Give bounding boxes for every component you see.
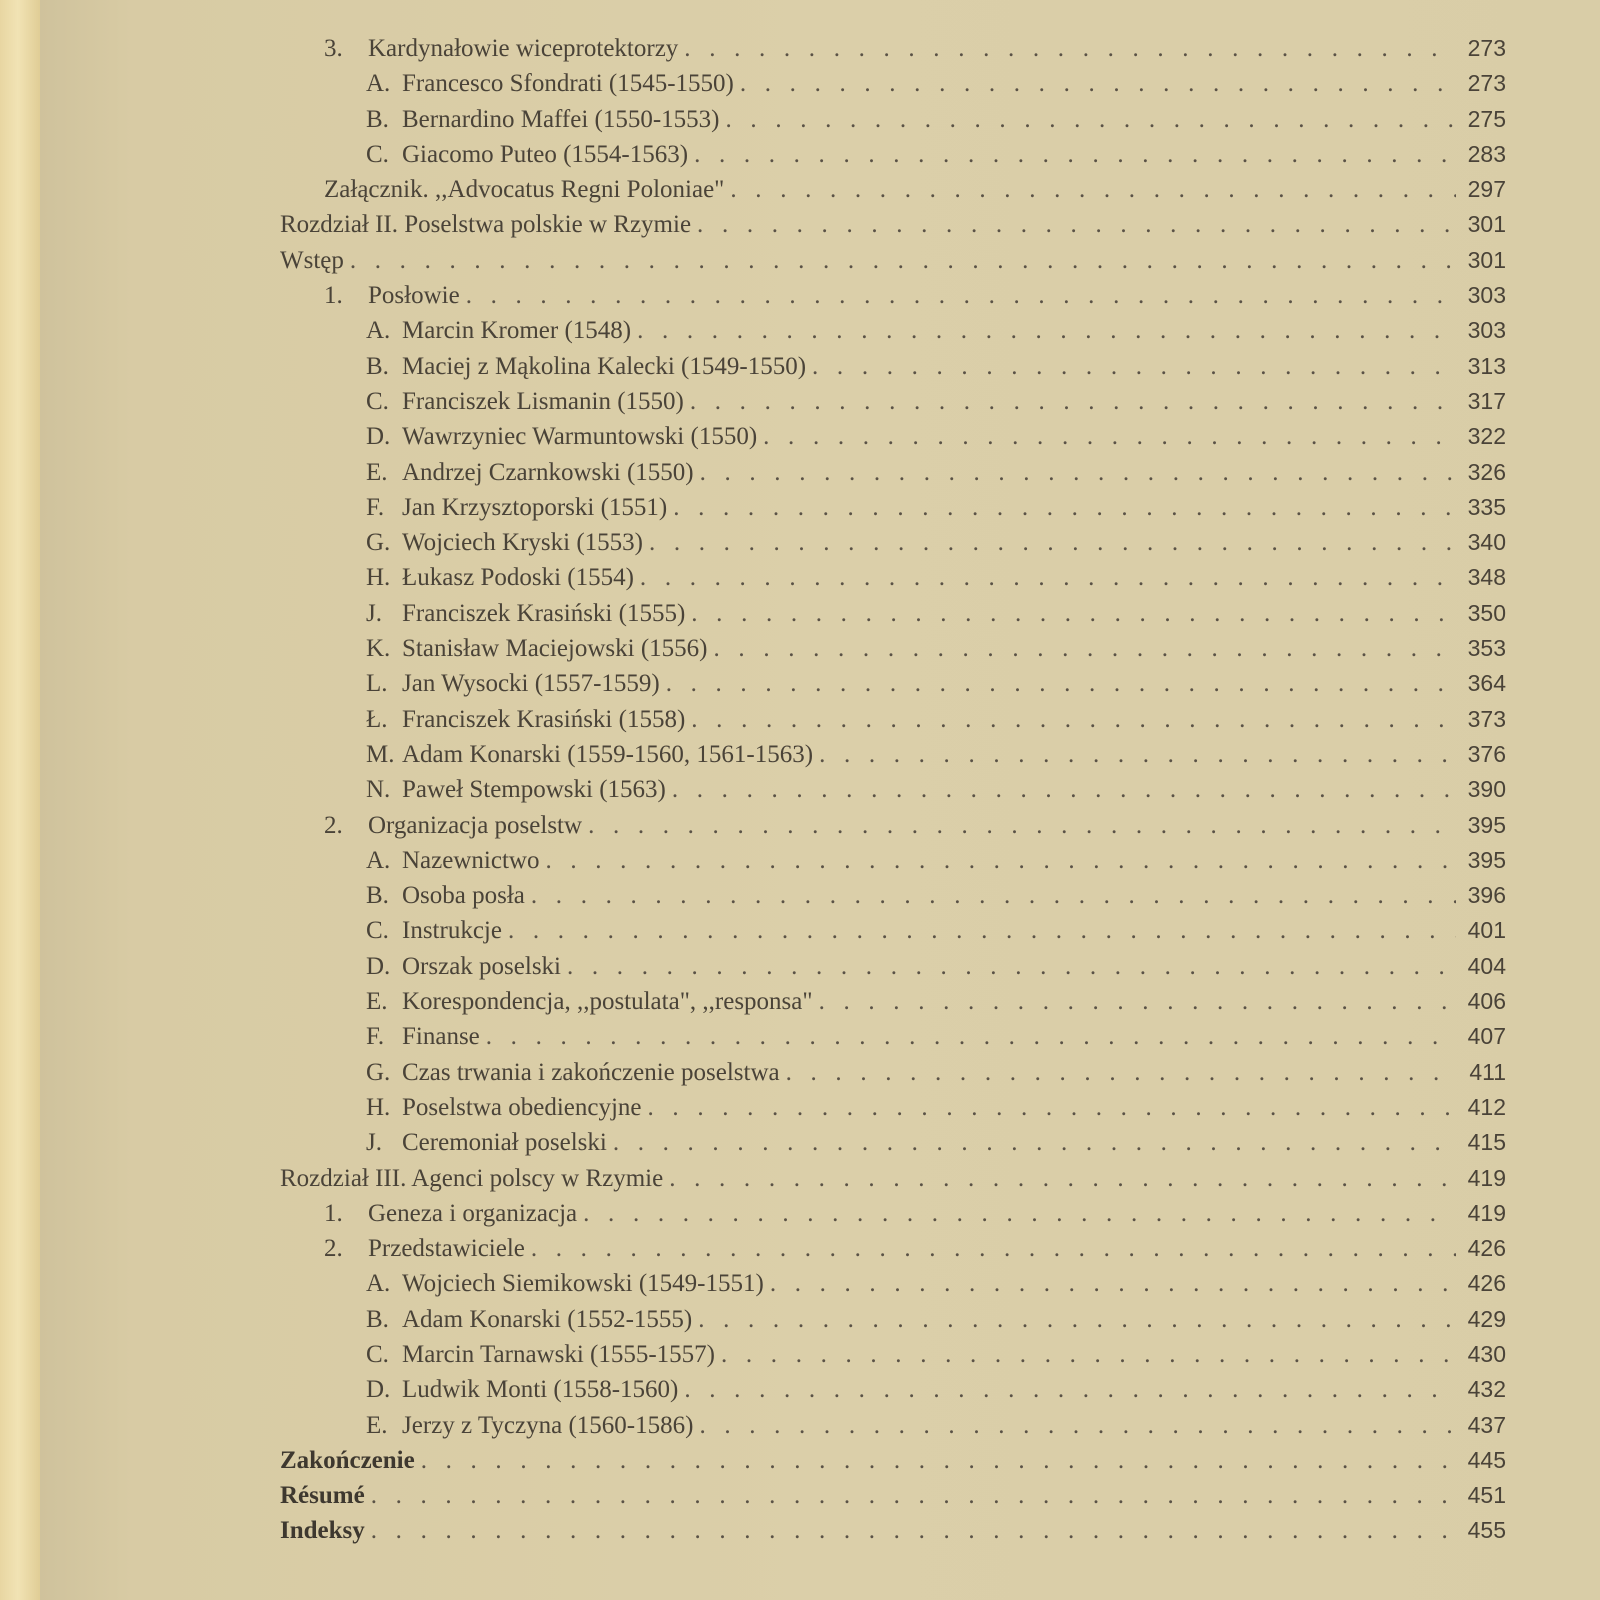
toc-entry-page-number: 273 bbox=[1467, 35, 1506, 61]
toc-entry-marker: A. bbox=[366, 70, 391, 98]
toc-entry-text bbox=[280, 207, 691, 242]
toc-entry-page-number: 303 bbox=[1467, 317, 1506, 344]
book-page bbox=[40, 0, 1600, 1600]
toc-entry-marker: C. bbox=[366, 387, 389, 415]
toc-entry-title: Posłowie bbox=[368, 282, 460, 310]
dot-leader bbox=[714, 631, 1456, 666]
toc-entry bbox=[40, 1019, 1600, 1054]
toc-entry-title: Marcin Tarnawski (1555-1557) bbox=[402, 1340, 715, 1368]
toc-entry bbox=[40, 843, 1600, 878]
toc-entry-page-number: 455 bbox=[1467, 1517, 1506, 1544]
toc-entry-page-number: 396 bbox=[1467, 882, 1506, 909]
toc-entry-text bbox=[366, 419, 757, 454]
dot-leader bbox=[637, 313, 1456, 348]
dot-leader bbox=[786, 1055, 1456, 1090]
toc-entry-title: Andrzej Czarnkowski (1550) bbox=[402, 458, 694, 486]
toc-entry bbox=[40, 349, 1600, 384]
toc-entry-page-number: 426 bbox=[1467, 1270, 1506, 1297]
toc-entry bbox=[40, 1266, 1600, 1301]
toc-entry bbox=[40, 808, 1600, 843]
dot-leader bbox=[350, 243, 1456, 278]
toc-entry-text bbox=[280, 1161, 663, 1196]
toc-entry-text bbox=[366, 1372, 678, 1407]
toc-entry bbox=[40, 137, 1600, 172]
toc-entry-marker: G. bbox=[366, 529, 391, 557]
toc-entry-page-number: 301 bbox=[1467, 246, 1506, 273]
toc-entry-title: Giacomo Puteo (1554-1563) bbox=[402, 140, 689, 168]
dot-leader bbox=[690, 384, 1456, 419]
toc-entry-title: Maciej z Mąkolina Kalecki (1549-1550) bbox=[402, 352, 807, 380]
dot-leader bbox=[666, 666, 1456, 701]
toc-entry-text bbox=[366, 1302, 692, 1337]
toc-entry-title: Bernardino Maffei (1550-1553) bbox=[402, 105, 720, 133]
toc-entry-page-number: 395 bbox=[1467, 846, 1506, 873]
toc-entry bbox=[40, 1125, 1600, 1160]
toc-entry bbox=[40, 490, 1600, 525]
toc-entry-page-number: 326 bbox=[1467, 458, 1506, 485]
toc-entry-title: Załącznik. ,,Advocatus Regni Poloniae" bbox=[324, 176, 725, 204]
toc-entry-marker: G. bbox=[366, 1058, 391, 1086]
toc-entry-title: Finanse bbox=[402, 1023, 480, 1051]
toc-entry-title: Franciszek Krasiński (1558) bbox=[402, 705, 686, 733]
toc-entry-marker: A. bbox=[366, 846, 391, 874]
toc-entry-page-number: 437 bbox=[1467, 1411, 1506, 1438]
toc-entry bbox=[40, 31, 1600, 66]
toc-entry-text bbox=[366, 1055, 780, 1090]
toc-entry-marker: J. bbox=[366, 1129, 382, 1157]
toc-entry-page-number: 395 bbox=[1467, 811, 1506, 838]
toc-entry-title: Jan Wysocki (1557-1559) bbox=[402, 670, 660, 698]
toc-entry-title: Francesco Sfondrati (1545-1550) bbox=[402, 70, 734, 98]
dot-leader bbox=[819, 984, 1456, 1019]
toc-entry bbox=[40, 1408, 1600, 1443]
toc-entry-title: Przedstawiciele bbox=[368, 1235, 525, 1263]
dot-leader bbox=[486, 1019, 1456, 1054]
dot-leader bbox=[531, 878, 1456, 913]
dot-leader bbox=[669, 1161, 1456, 1196]
toc-entry-page-number: 348 bbox=[1467, 564, 1506, 591]
toc-entry-marker: A. bbox=[366, 317, 391, 345]
toc-entry-text bbox=[366, 313, 631, 348]
toc-entry-marker: E. bbox=[366, 988, 388, 1016]
toc-entry bbox=[40, 1231, 1600, 1266]
toc-entry-title: Czas trwania i zakończenie poselstwa bbox=[402, 1058, 780, 1086]
toc-entry-text bbox=[366, 913, 502, 948]
toc-entry-title: Jerzy z Tyczyna (1560-1586) bbox=[402, 1411, 694, 1439]
toc-entry-title: Wojciech Kryski (1553) bbox=[402, 529, 643, 557]
toc-entry-marker: B. bbox=[366, 882, 389, 910]
toc-entry-text bbox=[366, 666, 660, 701]
dot-leader bbox=[466, 278, 1456, 313]
toc-entry bbox=[40, 313, 1600, 348]
toc-entry bbox=[40, 455, 1600, 490]
toc-entry-marker: D. bbox=[366, 1376, 391, 1404]
toc-entry-marker: H. bbox=[366, 564, 391, 592]
toc-entry-title: Osoba posła bbox=[402, 882, 525, 910]
toc-entry-marker: L. bbox=[366, 670, 388, 698]
toc-entry bbox=[40, 419, 1600, 454]
toc-entry-title: Nazewnictwo bbox=[402, 846, 540, 874]
dot-leader bbox=[672, 772, 1456, 807]
toc-entry bbox=[40, 631, 1600, 666]
toc-entry bbox=[40, 172, 1600, 207]
toc-entry-marker: E. bbox=[366, 458, 388, 486]
toc-entry bbox=[40, 1302, 1600, 1337]
toc-entry bbox=[40, 278, 1600, 313]
toc-entry-title: Wojciech Siemikowski (1549-1551) bbox=[402, 1270, 764, 1298]
toc-entry-page-number: 401 bbox=[1467, 917, 1506, 944]
toc-entry bbox=[40, 525, 1600, 560]
toc-entry bbox=[40, 66, 1600, 101]
toc-entry-page-number: 406 bbox=[1467, 988, 1506, 1015]
dot-leader bbox=[763, 419, 1456, 454]
toc-entry-text bbox=[366, 949, 561, 984]
toc-entry-text bbox=[366, 843, 539, 878]
toc-entry-page-number: 430 bbox=[1467, 1340, 1506, 1367]
toc-entry-marker: H. bbox=[366, 1093, 391, 1121]
toc-entry-marker: D. bbox=[366, 423, 391, 451]
toc-entry-title: Orszak poselski bbox=[402, 952, 561, 980]
toc-entry-text bbox=[366, 1408, 693, 1443]
toc-entry-marker: F. bbox=[366, 493, 385, 521]
toc-entry bbox=[40, 560, 1600, 595]
toc-entry-page-number: 340 bbox=[1467, 529, 1506, 556]
toc-entry-text bbox=[324, 172, 724, 207]
toc-entry-title: Wstęp bbox=[280, 246, 344, 274]
toc-entry-title: Paweł Stempowski (1563) bbox=[402, 776, 666, 804]
toc-entry-title: Geneza i organizacja bbox=[368, 1199, 578, 1227]
toc-entry-text bbox=[324, 1196, 577, 1231]
toc-entry bbox=[40, 1055, 1600, 1090]
toc-entry-text bbox=[280, 1513, 365, 1548]
dot-leader bbox=[700, 455, 1456, 490]
dot-leader bbox=[588, 808, 1456, 843]
toc-entry-page-number: 390 bbox=[1467, 776, 1506, 803]
toc-entry-text bbox=[366, 1337, 715, 1372]
toc-entry bbox=[40, 878, 1600, 913]
toc-entry bbox=[40, 384, 1600, 419]
toc-entry-title: Franciszek Krasiński (1555) bbox=[402, 599, 686, 627]
toc-entry-page-number: 301 bbox=[1467, 211, 1506, 238]
toc-entry-text bbox=[366, 66, 734, 101]
toc-entry-title: Instrukcje bbox=[402, 917, 502, 945]
toc-entry-text bbox=[324, 808, 582, 843]
toc-entry-text bbox=[366, 596, 685, 631]
toc-entry-page-number: 411 bbox=[1469, 1058, 1506, 1085]
dot-leader bbox=[740, 66, 1456, 101]
toc-entry bbox=[40, 666, 1600, 701]
toc-entry-page-number: 275 bbox=[1467, 105, 1506, 132]
toc-entry bbox=[40, 737, 1600, 772]
toc-entry-title: Ludwik Monti (1558-1560) bbox=[402, 1376, 679, 1404]
dot-leader bbox=[697, 207, 1456, 242]
toc-entry-text bbox=[366, 984, 813, 1019]
toc-entry-text bbox=[280, 243, 344, 278]
toc-entry-text bbox=[324, 1231, 525, 1266]
toc-entry-page-number: 451 bbox=[1467, 1482, 1506, 1509]
toc-entry-text bbox=[366, 560, 634, 595]
dot-leader bbox=[684, 31, 1456, 66]
toc-entry-title: Franciszek Lismanin (1550) bbox=[402, 387, 684, 415]
toc-entry-title: Kardynałowie wiceprotektorzy bbox=[368, 35, 679, 62]
toc-entry-page-number: 297 bbox=[1467, 176, 1506, 203]
toc-entry-title: Rozdział III. Agenci polscy w Rzymie bbox=[280, 1164, 664, 1192]
toc-entry-text bbox=[280, 1443, 415, 1478]
toc-entry-marker: 2. bbox=[324, 811, 343, 839]
toc-entry-title: Poselstwa obediencyjne bbox=[402, 1093, 642, 1121]
toc-entry-page-number: 322 bbox=[1467, 423, 1506, 450]
dot-leader bbox=[698, 1302, 1456, 1337]
toc-entry-page-number: 283 bbox=[1467, 140, 1506, 167]
toc-entry-page-number: 432 bbox=[1467, 1376, 1506, 1403]
toc-entry bbox=[40, 1478, 1600, 1513]
toc-entry-page-number: 313 bbox=[1467, 352, 1506, 379]
dot-leader bbox=[819, 737, 1456, 772]
toc-entry-marker: B. bbox=[366, 1305, 389, 1333]
toc-entry-text bbox=[366, 137, 688, 172]
dot-leader bbox=[508, 913, 1456, 948]
toc-entry-marker: C. bbox=[366, 917, 389, 945]
dot-leader bbox=[640, 560, 1456, 595]
toc-entry-text bbox=[366, 490, 667, 525]
dot-leader bbox=[649, 525, 1456, 560]
toc-entry-title: Indeksy bbox=[280, 1517, 365, 1545]
toc-entry-text bbox=[324, 31, 678, 66]
toc-entry-title: Stanisław Maciejowski (1556) bbox=[402, 635, 708, 663]
toc-entry-text bbox=[366, 1125, 607, 1160]
toc-entry-title: Rozdział II. Poselstwa polskie w Rzymie bbox=[280, 211, 692, 239]
toc-entry-page-number: 353 bbox=[1467, 635, 1506, 662]
toc-entry-page-number: 273 bbox=[1467, 70, 1506, 97]
toc-entry-text bbox=[366, 737, 813, 772]
toc-entry bbox=[40, 1513, 1600, 1548]
dot-leader bbox=[371, 1513, 1456, 1548]
dot-leader bbox=[699, 1408, 1456, 1443]
toc-entry-text bbox=[366, 772, 666, 807]
toc-entry-page-number: 419 bbox=[1467, 1164, 1506, 1191]
toc-entry-marker: N. bbox=[366, 776, 391, 804]
dot-leader bbox=[613, 1125, 1456, 1160]
dot-leader bbox=[694, 137, 1456, 172]
toc-entry bbox=[40, 772, 1600, 807]
toc-entry-page-number: 415 bbox=[1467, 1129, 1506, 1156]
toc-entry-page-number: 364 bbox=[1467, 670, 1506, 697]
dot-leader bbox=[691, 596, 1456, 631]
toc-entry-title: Zakończenie bbox=[280, 1446, 415, 1474]
toc-entry-title: Adam Konarski (1559-1560, 1561-1563) bbox=[402, 740, 814, 768]
toc-entry-marker: K. bbox=[366, 635, 391, 663]
toc-entry-marker: J. bbox=[366, 599, 382, 627]
dot-leader bbox=[770, 1266, 1456, 1301]
toc-entry-marker: D. bbox=[366, 952, 391, 980]
dot-leader bbox=[421, 1443, 1456, 1478]
dot-leader bbox=[648, 1090, 1456, 1125]
dot-leader bbox=[567, 949, 1456, 984]
dot-leader bbox=[691, 702, 1456, 737]
dot-leader bbox=[371, 1478, 1456, 1513]
toc-entry bbox=[40, 596, 1600, 631]
toc-entry-text bbox=[366, 1019, 480, 1054]
toc-entry bbox=[40, 102, 1600, 137]
toc-entry-marker: M. bbox=[366, 740, 395, 768]
toc-entry bbox=[40, 243, 1600, 278]
toc-entry-text bbox=[366, 102, 720, 137]
toc-entry-page-number: 373 bbox=[1467, 705, 1506, 732]
toc-entry-marker: B. bbox=[366, 105, 389, 133]
toc-entry bbox=[40, 207, 1600, 242]
toc-entry bbox=[40, 1090, 1600, 1125]
table-of-contents bbox=[40, 31, 1600, 1549]
toc-entry bbox=[40, 1337, 1600, 1372]
toc-entry-text bbox=[324, 278, 460, 313]
toc-entry-text bbox=[280, 1478, 365, 1513]
toc-entry-text bbox=[366, 1266, 764, 1301]
toc-entry-marker: F. bbox=[366, 1023, 385, 1051]
toc-entry-page-number: 426 bbox=[1467, 1235, 1506, 1262]
toc-entry-text bbox=[366, 525, 643, 560]
toc-entry-marker: C. bbox=[366, 140, 389, 168]
toc-entry-page-number: 335 bbox=[1467, 493, 1506, 520]
toc-entry-title: Ceremoniał poselski bbox=[402, 1129, 607, 1157]
dot-leader bbox=[545, 843, 1456, 878]
toc-entry-title: Wawrzyniec Warmuntowski (1550) bbox=[402, 423, 758, 451]
toc-entry-marker: E. bbox=[366, 1411, 388, 1439]
toc-entry-marker: 1. bbox=[324, 1199, 343, 1227]
toc-entry-text bbox=[366, 349, 806, 384]
toc-entry-marker: 3. bbox=[324, 35, 343, 62]
dot-leader bbox=[812, 349, 1456, 384]
dot-leader bbox=[721, 1337, 1456, 1372]
toc-entry-title: Korespondencja, ,,postulata", ,,responsa" bbox=[402, 988, 813, 1016]
toc-entry-title: Marcin Kromer (1548) bbox=[402, 317, 632, 345]
toc-entry-title: Łukasz Podoski (1554) bbox=[402, 564, 634, 592]
toc-entry-page-number: 429 bbox=[1467, 1305, 1506, 1332]
toc-entry-page-number: 376 bbox=[1467, 740, 1506, 767]
toc-entry-title: Résumé bbox=[280, 1482, 365, 1510]
dot-leader bbox=[531, 1231, 1456, 1266]
toc-entry-marker: Ł. bbox=[366, 705, 388, 733]
toc-entry-marker: 1. bbox=[324, 282, 343, 310]
toc-entry bbox=[40, 1161, 1600, 1196]
toc-entry bbox=[40, 1443, 1600, 1478]
toc-entry-text bbox=[366, 631, 708, 666]
toc-entry-title: Jan Krzysztoporski (1551) bbox=[402, 493, 668, 521]
toc-entry-page-number: 419 bbox=[1467, 1199, 1506, 1226]
toc-entry-marker: A. bbox=[366, 1270, 391, 1298]
toc-entry-text bbox=[366, 384, 684, 419]
dot-leader bbox=[673, 490, 1456, 525]
toc-entry-title: Adam Konarski (1552-1555) bbox=[402, 1305, 693, 1333]
toc-entry-page-number: 317 bbox=[1467, 387, 1506, 414]
toc-entry-page-number: 303 bbox=[1467, 282, 1506, 309]
book-spine-edge bbox=[0, 0, 40, 1600]
toc-entry-text bbox=[366, 1090, 642, 1125]
toc-entry bbox=[40, 702, 1600, 737]
toc-entry-text bbox=[366, 455, 694, 490]
dot-leader bbox=[726, 102, 1456, 137]
toc-entry bbox=[40, 1372, 1600, 1407]
toc-entry-marker: 2. bbox=[324, 1235, 343, 1263]
toc-entry-page-number: 350 bbox=[1467, 599, 1506, 626]
toc-entry-marker: B. bbox=[366, 352, 389, 380]
toc-entry-marker: C. bbox=[366, 1340, 389, 1368]
toc-entry-page-number: 404 bbox=[1467, 952, 1506, 979]
toc-entry bbox=[40, 1196, 1600, 1231]
toc-entry-text bbox=[366, 702, 685, 737]
toc-entry bbox=[40, 913, 1600, 948]
dot-leader bbox=[583, 1196, 1456, 1231]
dot-leader bbox=[684, 1372, 1456, 1407]
toc-entry-text bbox=[366, 878, 525, 913]
dot-leader bbox=[730, 172, 1456, 207]
toc-entry-page-number: 445 bbox=[1467, 1446, 1506, 1473]
toc-entry bbox=[40, 984, 1600, 1019]
toc-entry-title: Organizacja poselstw bbox=[368, 811, 583, 839]
toc-entry-page-number: 407 bbox=[1467, 1023, 1506, 1050]
toc-entry bbox=[40, 949, 1600, 984]
toc-entry-page-number: 412 bbox=[1467, 1093, 1506, 1120]
